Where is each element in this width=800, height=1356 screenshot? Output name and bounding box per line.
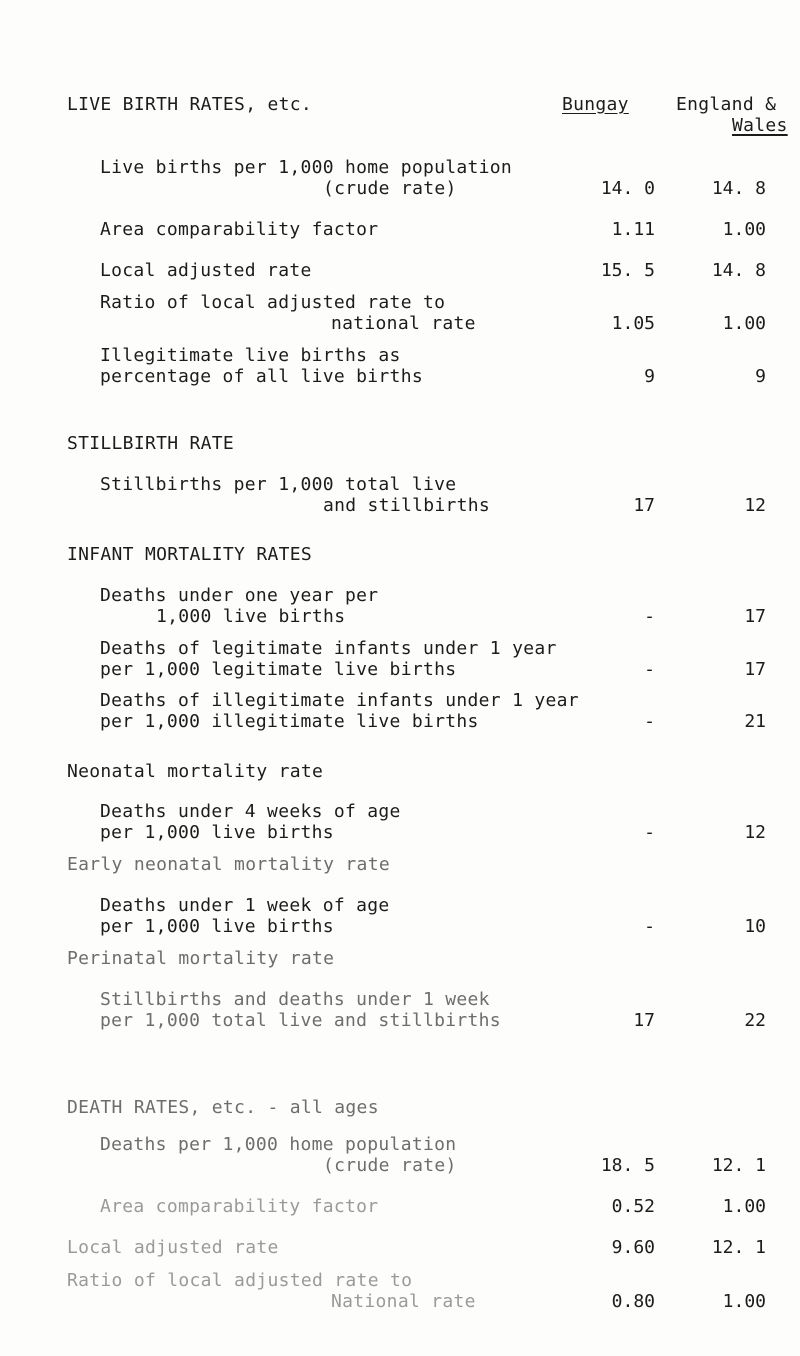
row-label: Ratio of local adjusted rate to (67, 1270, 413, 1291)
section-title-stillbirth: STILLBIRTH RATE (67, 433, 235, 454)
value-bungay: 17 (633, 1010, 655, 1031)
value-england-wales: 12. 1 (711, 1237, 766, 1258)
row-label: Deaths under 1 week of age (100, 895, 390, 916)
row-label: per 1,000 legitimate live births (100, 659, 457, 680)
value-england-wales: 22 (744, 1010, 766, 1031)
row-label: per 1,000 total live and stillbirths (100, 1010, 501, 1031)
value-bungay: - (644, 822, 655, 843)
row-label: percentage of all live births (100, 366, 423, 387)
row-label: Illegitimate live births as (100, 345, 401, 366)
row-label: Area comparability factor (100, 219, 379, 240)
value-bungay: 14. 0 (600, 178, 655, 199)
column-header-england-wales: England & (676, 94, 777, 115)
row-label: Deaths under 4 weeks of age (100, 801, 401, 822)
value-bungay: - (644, 606, 655, 627)
value-england-wales: 17 (744, 659, 766, 680)
value-england-wales: 1.00 (722, 219, 766, 240)
value-england-wales: 1.00 (722, 1291, 766, 1312)
row-label: (crude rate) (323, 1155, 457, 1176)
row-label: and stillbirths (323, 495, 491, 516)
value-england-wales: 1.00 (722, 1196, 766, 1217)
value-bungay: - (644, 916, 655, 937)
value-bungay: 9 (644, 366, 655, 387)
value-england-wales: 17 (744, 606, 766, 627)
row-label: Deaths of legitimate infants under 1 year (100, 638, 557, 659)
value-bungay: - (644, 711, 655, 732)
row-label: 1,000 live births (156, 606, 346, 627)
value-bungay: 1.11 (611, 219, 655, 240)
row-label: Live births per 1,000 home population (100, 157, 513, 178)
row-label: Local adjusted rate (67, 1237, 279, 1258)
value-bungay: 1.05 (611, 313, 655, 334)
value-england-wales: 12. 1 (711, 1155, 766, 1176)
value-england-wales: 10 (744, 916, 766, 937)
section-title-live-birth: LIVE BIRTH RATES, etc. (67, 94, 313, 115)
row-label: Area comparability factor (100, 1196, 379, 1217)
row-label: national rate (331, 313, 476, 334)
value-bungay: 0.80 (611, 1291, 655, 1312)
value-england-wales: 12 (744, 495, 766, 516)
row-label: per 1,000 live births (100, 916, 334, 937)
row-label: Stillbirths per 1,000 total live (100, 474, 457, 495)
row-label: National rate (331, 1291, 476, 1312)
value-england-wales: 14. 8 (711, 178, 766, 199)
row-label: per 1,000 illegitimate live births (100, 711, 479, 732)
value-england-wales: 9 (755, 366, 766, 387)
row-label: Deaths under one year per (100, 585, 379, 606)
row-label: Ratio of local adjusted rate to (100, 292, 446, 313)
subsection-title-perinatal: Perinatal mortality rate (67, 948, 335, 969)
value-england-wales: 1.00 (722, 313, 766, 334)
subsection-title-early-neonatal: Early neonatal mortality rate (67, 854, 390, 875)
row-label: Stillbirths and deaths under 1 week (100, 989, 490, 1010)
value-bungay: - (644, 659, 655, 680)
value-england-wales: 12 (744, 822, 766, 843)
section-title-infant-mortality: INFANT MORTALITY RATES (67, 544, 313, 565)
row-label: (crude rate) (323, 178, 457, 199)
value-bungay: 17 (633, 495, 655, 516)
column-header-england-wales-2: Wales (732, 115, 788, 136)
value-bungay: 9.60 (611, 1237, 655, 1258)
row-label: Deaths per 1,000 home population (100, 1134, 457, 1155)
row-label: Local adjusted rate (100, 260, 312, 281)
column-header-bungay: Bungay (562, 94, 629, 115)
value-bungay: 18. 5 (600, 1155, 655, 1176)
value-england-wales: 21 (744, 711, 766, 732)
value-bungay: 15. 5 (600, 260, 655, 281)
value-bungay: 0.52 (611, 1196, 655, 1217)
subsection-title-neonatal: Neonatal mortality rate (67, 761, 324, 782)
section-title-death-rates: DEATH RATES, etc. - all ages (67, 1097, 379, 1118)
row-label: Deaths of illegitimate infants under 1 year (100, 690, 579, 711)
row-label: per 1,000 live births (100, 822, 334, 843)
value-england-wales: 14. 8 (711, 260, 766, 281)
